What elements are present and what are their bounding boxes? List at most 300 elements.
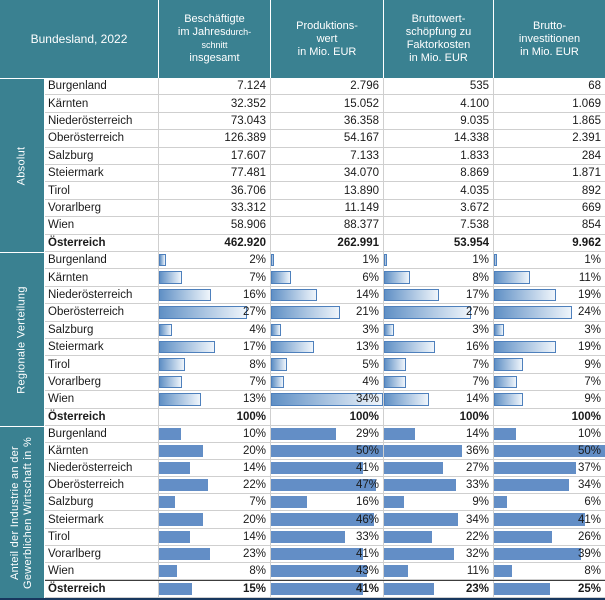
value-label: 9% [584, 393, 601, 406]
state-name-cell: Österreich [48, 236, 106, 249]
value-label: 16% [465, 341, 489, 354]
state-name-cell: Kärnten [48, 271, 89, 284]
data-bar [494, 479, 569, 491]
value-label: 7.133 [350, 149, 379, 162]
value-cell [493, 477, 605, 493]
table-row [45, 546, 605, 563]
value-label: 1% [472, 254, 489, 267]
table-row [45, 580, 605, 598]
value-label: 8% [584, 564, 601, 577]
value-label: 26% [577, 530, 601, 543]
value-label: 14% [465, 428, 489, 441]
header-columns [158, 0, 605, 78]
state-name-cell: Tirol [48, 184, 70, 197]
data-bar [384, 306, 471, 318]
value-cell [158, 78, 270, 94]
value-cell [383, 322, 493, 338]
value-cell [158, 130, 270, 146]
value-label: 34% [355, 393, 379, 406]
value-label: 68 [588, 80, 601, 93]
value-cell [270, 113, 383, 129]
data-bar [159, 496, 175, 508]
value-label: 11% [466, 564, 489, 577]
value-label: 2.391 [572, 132, 601, 145]
value-cell [493, 391, 605, 407]
value-label: 262.991 [337, 236, 379, 249]
data-bar [271, 271, 291, 283]
value-label: 100% [571, 410, 601, 423]
data-bar [384, 358, 406, 370]
value-cell [493, 460, 605, 476]
table-row [45, 78, 605, 95]
data-bar [271, 341, 314, 353]
value-cell [493, 356, 605, 372]
value-label: 854 [581, 219, 601, 232]
value-cell [493, 339, 605, 355]
value-cell [158, 95, 270, 111]
value-cell [158, 252, 270, 268]
value-cell [270, 529, 383, 545]
value-label: 11% [578, 271, 601, 284]
state-name-cell: Salzburg [48, 149, 94, 162]
value-label: 669 [581, 202, 601, 215]
state-name-cell: Burgenland [48, 254, 107, 267]
header-col-produktionswert: Produktions- wert in Mio. EUR [270, 0, 383, 78]
value-cell [270, 443, 383, 459]
value-label: 462.920 [224, 236, 266, 249]
table-row [45, 269, 605, 286]
value-label: 14.338 [453, 132, 489, 145]
value-cell [493, 304, 605, 320]
value-label: 33.312 [230, 202, 266, 215]
value-label: 3.672 [460, 202, 489, 215]
value-label: 43% [355, 564, 379, 577]
data-bar [494, 393, 523, 405]
value-cell [270, 546, 383, 562]
state-name-cell: Kärnten [48, 97, 89, 110]
value-label: 88.377 [343, 219, 379, 232]
value-cell [158, 563, 270, 579]
value-cell [270, 130, 383, 146]
value-label: 7% [472, 376, 489, 389]
data-bar [384, 393, 429, 405]
value-cell [383, 426, 493, 442]
state-name-cell: Oberösterreich [48, 479, 125, 492]
value-label: 13% [242, 393, 266, 406]
value-label: 13.890 [343, 184, 379, 197]
state-name-cell: Kärnten [48, 445, 89, 458]
value-label: 284 [581, 149, 601, 162]
table-row [45, 165, 605, 182]
data-bar [159, 376, 182, 388]
value-cell [270, 494, 383, 510]
table-row [45, 339, 605, 356]
value-label: 6% [362, 271, 379, 284]
data-bar [159, 428, 181, 440]
value-label: 3% [472, 323, 489, 336]
value-cell [158, 165, 270, 181]
value-cell [270, 235, 383, 251]
state-name-cell: Österreich [48, 582, 106, 595]
table-row [45, 322, 605, 339]
data-bar [494, 271, 530, 283]
data-bar [384, 271, 410, 283]
table-row [45, 95, 605, 112]
value-label: 39% [577, 547, 601, 560]
value-label: 1.865 [572, 115, 601, 128]
value-label: 36.358 [343, 115, 379, 128]
value-cell [270, 339, 383, 355]
table-row [45, 477, 605, 494]
data-bar [384, 479, 456, 491]
value-cell [493, 95, 605, 111]
value-cell [493, 252, 605, 268]
table-row [45, 287, 605, 304]
value-cell [493, 200, 605, 216]
data-bar [384, 254, 387, 266]
data-bar [159, 565, 177, 577]
value-label: 7% [584, 376, 601, 389]
value-cell [158, 287, 270, 303]
header-bundesland-label: Bundesland, 2022 [30, 31, 128, 46]
value-label: 4% [362, 376, 379, 389]
state-name-cell: Salzburg [48, 496, 94, 509]
data-bar [159, 513, 203, 525]
value-label: 535 [469, 80, 489, 93]
section-regionale-verteilung [0, 252, 605, 426]
value-cell [383, 374, 493, 390]
value-cell [270, 95, 383, 111]
value-cell [493, 322, 605, 338]
data-bar [494, 428, 516, 440]
value-label: 37% [577, 462, 601, 475]
value-cell [270, 477, 383, 493]
value-label: 7.538 [460, 219, 489, 232]
state-name-cell: Vorarlberg [48, 376, 102, 389]
table-body [0, 78, 605, 598]
value-label: 2% [249, 254, 266, 267]
value-cell [383, 113, 493, 129]
value-label: 1.833 [460, 149, 489, 162]
value-cell [383, 287, 493, 303]
data-bar [494, 531, 552, 543]
value-cell [270, 409, 383, 425]
value-cell [158, 391, 270, 407]
data-bar [494, 496, 507, 508]
data-bar [271, 358, 287, 370]
value-cell [493, 529, 605, 545]
table-row [45, 182, 605, 199]
value-cell [493, 494, 605, 510]
section-sidebar-regionale-verteilung [0, 252, 45, 426]
value-cell [493, 148, 605, 164]
table-row [45, 217, 605, 234]
data-bar [494, 376, 517, 388]
value-cell [383, 563, 493, 579]
value-label: 27% [465, 306, 489, 319]
value-cell [493, 269, 605, 285]
value-label: 33% [355, 530, 379, 543]
value-label: 15.052 [343, 97, 379, 110]
data-bar [494, 565, 512, 577]
table-row [45, 391, 605, 408]
value-cell [493, 165, 605, 181]
value-label: 2.796 [350, 80, 379, 93]
table-row [45, 563, 605, 580]
data-bar [494, 341, 556, 353]
value-cell [383, 529, 493, 545]
value-cell [383, 95, 493, 111]
value-cell [158, 409, 270, 425]
value-cell [158, 269, 270, 285]
value-label: 34.070 [343, 167, 379, 180]
value-label: 34% [577, 479, 601, 492]
data-bar [384, 324, 394, 336]
value-label: 33% [465, 479, 489, 492]
table-row [45, 426, 605, 443]
header-col-beschaeftigte: Beschäftigte im Jahresdurch- schnitt insgesamt [158, 0, 270, 78]
data-bar [494, 513, 585, 525]
section-anteil-industrie [0, 426, 605, 598]
value-label: 9% [584, 358, 601, 371]
value-cell [158, 460, 270, 476]
value-label: 9.962 [572, 236, 601, 249]
value-cell [383, 252, 493, 268]
value-cell [158, 217, 270, 233]
value-cell [383, 546, 493, 562]
value-cell [383, 130, 493, 146]
value-cell [270, 217, 383, 233]
value-cell [270, 426, 383, 442]
value-cell [270, 391, 383, 407]
table-row [45, 252, 605, 269]
value-label: 22% [465, 530, 489, 543]
value-cell [158, 235, 270, 251]
value-label: 7% [249, 376, 266, 389]
state-name-cell: Niederösterreich [48, 115, 133, 128]
value-cell [493, 182, 605, 198]
value-label: 10% [577, 428, 601, 441]
table-row [45, 356, 605, 373]
value-cell [493, 546, 605, 562]
data-bar [271, 289, 317, 301]
value-cell [383, 182, 493, 198]
data-bar [271, 428, 336, 440]
state-name-cell: Österreich [48, 410, 106, 423]
value-cell [270, 322, 383, 338]
value-cell [493, 409, 605, 425]
table-row [45, 200, 605, 217]
value-label: 27% [465, 462, 489, 475]
data-bar [494, 254, 497, 266]
table-row [45, 148, 605, 165]
value-cell [270, 252, 383, 268]
value-cell [493, 113, 605, 129]
data-bar [159, 324, 172, 336]
value-label: 14% [355, 289, 379, 302]
table-row [45, 460, 605, 477]
value-cell [270, 287, 383, 303]
state-name-cell: Steiermark [48, 513, 104, 526]
value-label: 14% [242, 530, 266, 543]
value-label: 6% [584, 496, 601, 509]
table-row [45, 304, 605, 321]
value-label: 53.954 [453, 236, 489, 249]
value-label: 32.352 [230, 97, 266, 110]
state-name-cell: Wien [48, 393, 75, 406]
value-label: 46% [355, 513, 379, 526]
value-cell [383, 477, 493, 493]
value-label: 41% [355, 582, 379, 595]
value-label: 73.043 [230, 115, 266, 128]
data-bar [494, 306, 572, 318]
value-label: 41% [355, 547, 379, 560]
value-cell [383, 165, 493, 181]
value-cell [270, 460, 383, 476]
value-label: 7% [249, 271, 266, 284]
value-cell [493, 374, 605, 390]
data-bar [384, 548, 454, 560]
data-bar [494, 358, 523, 370]
value-cell [383, 494, 493, 510]
value-label: 20% [242, 513, 266, 526]
state-name-cell: Wien [48, 564, 75, 577]
data-bar [159, 341, 215, 353]
data-bar [271, 376, 284, 388]
value-label: 1.871 [572, 167, 601, 180]
value-label: 58.906 [230, 219, 266, 232]
value-cell [270, 269, 383, 285]
data-bar [159, 358, 185, 370]
value-cell [270, 356, 383, 372]
data-bar [159, 548, 210, 560]
data-bar [494, 462, 576, 474]
data-bar [159, 445, 203, 457]
data-bar [271, 565, 367, 577]
value-cell [383, 269, 493, 285]
value-label: 41% [355, 462, 379, 475]
value-cell [383, 235, 493, 251]
value-label: 14% [465, 393, 489, 406]
value-cell [270, 511, 383, 527]
state-name-cell: Burgenland [48, 80, 107, 93]
value-cell [493, 217, 605, 233]
value-label: 126.389 [224, 132, 266, 145]
value-cell [158, 113, 270, 129]
table-row [45, 235, 605, 252]
data-bar [384, 496, 404, 508]
data-bar [159, 531, 190, 543]
value-cell [158, 529, 270, 545]
value-cell [493, 287, 605, 303]
value-label: 100% [236, 410, 266, 423]
state-name-cell: Oberösterreich [48, 306, 125, 319]
value-cell [383, 409, 493, 425]
table-row [45, 113, 605, 130]
data-bar [384, 376, 406, 388]
header-col-bruttowertschoepfung: Bruttowert- schöpfung zu Faktorkosten in Mio. EUR [383, 0, 493, 78]
value-label: 16% [355, 496, 379, 509]
section-label-anteil-industrie: Anteil der Industrie an der Gewerblichen Wirtschaft in % [9, 436, 34, 589]
state-name-cell: Niederösterreich [48, 462, 133, 475]
value-cell [158, 304, 270, 320]
data-bar [384, 565, 408, 577]
value-cell [383, 304, 493, 320]
data-bar [271, 496, 307, 508]
value-label: 22% [242, 479, 266, 492]
data-bar [271, 462, 363, 474]
value-cell [158, 339, 270, 355]
value-cell [158, 200, 270, 216]
value-label: 41% [577, 513, 601, 526]
table-row [45, 130, 605, 147]
value-label: 8% [249, 358, 266, 371]
value-label: 29% [355, 428, 379, 441]
value-cell [383, 460, 493, 476]
value-cell [158, 182, 270, 198]
value-cell [493, 235, 605, 251]
table-row [45, 374, 605, 391]
value-cell [383, 356, 493, 372]
section-absolut [0, 78, 605, 252]
value-cell [383, 200, 493, 216]
value-label: 25% [577, 582, 601, 595]
data-bar [494, 324, 504, 336]
state-name-cell: Oberösterreich [48, 132, 125, 145]
data-bar [271, 254, 274, 266]
state-name-cell: Vorarlberg [48, 202, 102, 215]
value-label: 50% [577, 445, 601, 458]
value-cell [493, 511, 605, 527]
state-name-cell: Tirol [48, 358, 70, 371]
value-label: 4.035 [460, 184, 489, 197]
data-bar [271, 583, 363, 595]
value-label: 19% [577, 341, 601, 354]
value-label: 17.607 [230, 149, 266, 162]
value-cell [270, 374, 383, 390]
table-row [45, 409, 605, 426]
data-bar [384, 445, 462, 457]
value-label: 3% [362, 323, 379, 336]
value-cell [383, 391, 493, 407]
data-bar [384, 513, 458, 525]
value-cell [383, 511, 493, 527]
data-bar [159, 479, 208, 491]
value-label: 27% [242, 306, 266, 319]
value-cell [158, 374, 270, 390]
value-cell [383, 339, 493, 355]
state-name-cell: Niederösterreich [48, 289, 133, 302]
state-name-cell: Tirol [48, 530, 70, 543]
state-name-cell: Wien [48, 219, 75, 232]
data-bar [494, 548, 581, 560]
data-bar [494, 289, 556, 301]
value-label: 8% [472, 271, 489, 284]
value-cell [493, 78, 605, 94]
value-cell [383, 217, 493, 233]
value-cell [270, 148, 383, 164]
value-label: 23% [465, 582, 489, 595]
data-bar [384, 428, 415, 440]
value-label: 100% [459, 410, 489, 423]
value-cell [270, 182, 383, 198]
value-label: 8.869 [460, 167, 489, 180]
data-bar [384, 341, 435, 353]
table-row [45, 529, 605, 546]
value-cell [158, 356, 270, 372]
value-label: 16% [242, 289, 266, 302]
value-cell [493, 581, 605, 597]
